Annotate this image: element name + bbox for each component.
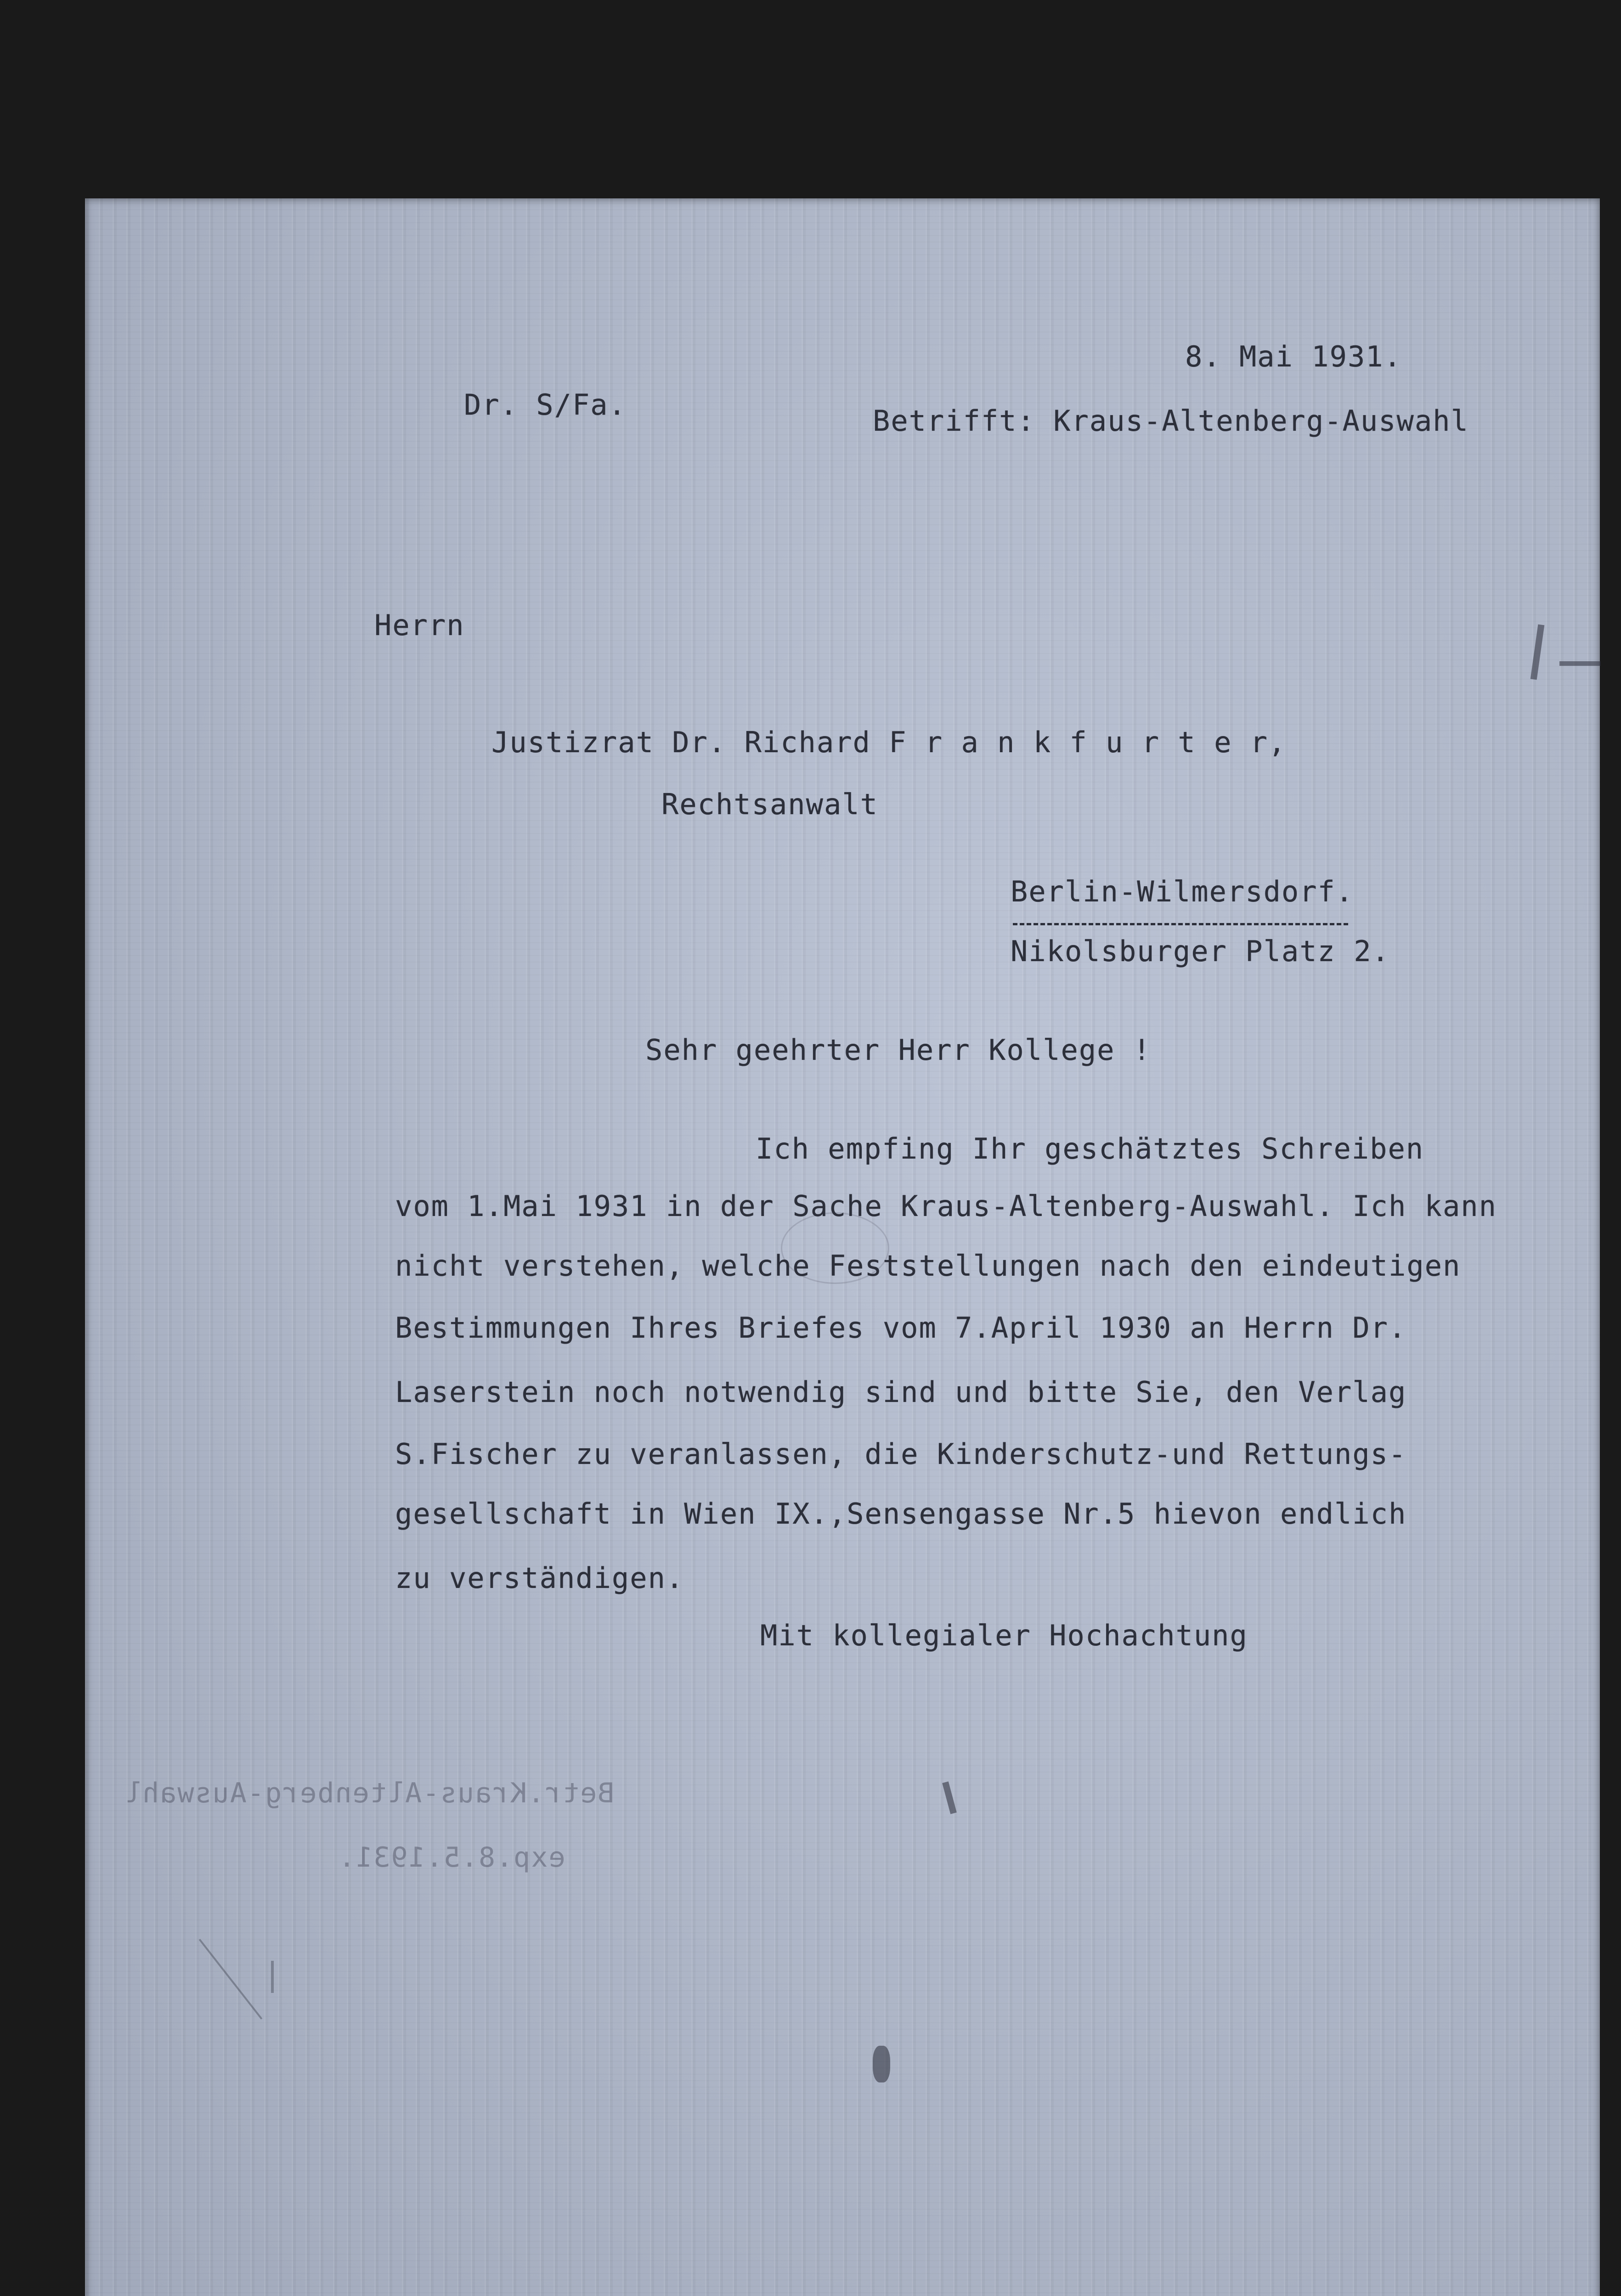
greeting: Sehr geehrter Herr Kollege ! [645,1033,1152,1067]
show-through-text: exp.8.5.1931. [338,1841,565,1874]
recipient-name: Justizrat Dr. Richard F r a n k f u r t e r, [491,726,1287,759]
reference-initials: Dr. S/Fa. [464,388,627,422]
city-underline [1013,923,1348,925]
body-line: nicht verstehen, welche Feststellungen nach den eindeutigen [395,1249,1461,1283]
letter-date: 8. Mai 1931. [1185,340,1402,373]
recipient-salutation: Herrn [374,608,465,642]
ink-blot [873,2046,890,2082]
recipient-street: Nikolsburger Platz 2. [1011,934,1390,968]
subject-line: Betrifft: Kraus-Altenberg-Auswahl [873,404,1469,438]
edge-mark [1559,661,1601,666]
body-line: Ich empfing Ihr geschätztes Schreiben [756,1132,1424,1165]
closing: Mit kollegialer Hochachtung [760,1619,1248,1652]
show-through-text: Betr.Kraus-Altenberg-Auswahl [124,1777,615,1809]
recipient-city: Berlin-Wilmersdorf. [1011,875,1354,908]
body-line: vom 1.Mai 1931 in der Sache Kraus-Altenberg-Auswahl. Ich kann [395,1189,1497,1223]
body-line: Bestimmungen Ihres Briefes vom 7.April 1930 an Herrn Dr. [395,1311,1407,1345]
body-line: zu verständigen. [395,1561,684,1595]
recipient-profession: Rechtsanwalt [661,788,878,821]
body-line: S.Fischer zu veranlassen, die Kinderschutz-und Rettungs- [395,1437,1407,1471]
pencil-stroke [271,1961,274,1993]
body-line: Laserstein noch notwendig sind und bitte Sie, den Verlag [395,1375,1407,1409]
body-line: gesellschaft in Wien IX.,Sensengasse Nr.5 hievon endlich [395,1497,1407,1531]
